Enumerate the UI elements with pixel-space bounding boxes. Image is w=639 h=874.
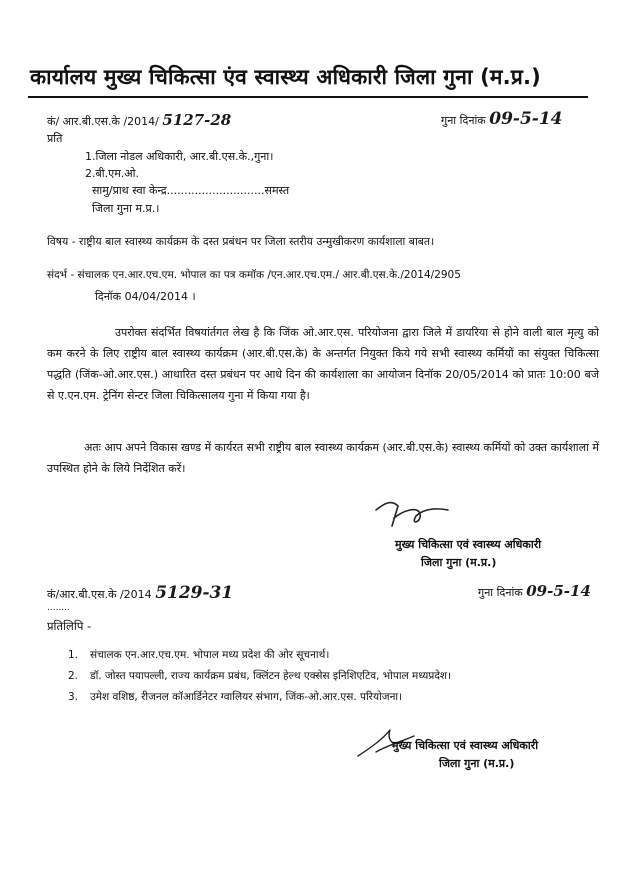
copy-date xyxy=(478,582,591,600)
reference-date: दिनॉक 04/04/2014 । xyxy=(95,290,196,303)
copy-ref-number: 5129-31 xyxy=(155,583,234,603)
copy-date-value: 09-5-14 xyxy=(526,582,591,600)
copy-list xyxy=(68,645,451,708)
office-title: कार्यालय मुख्य चिकित्सा एंव स्वास्थ्य अधिकारी जिला गुना (म.प्र.) xyxy=(30,65,541,89)
copy-label: प्रतिलिपि - xyxy=(47,619,92,633)
letter-date-label: गुना दिनांक xyxy=(441,114,486,127)
copy-date-label: गुना दिनांक xyxy=(478,586,523,599)
signatory-district: जिला गुना (म.प्र.) xyxy=(439,757,515,770)
title-underline xyxy=(28,96,588,98)
subject-line: विषय - राष्ट्रीय बाल स्वास्थ्य कार्यक्रम के दस्त प्रबंधन पर जिला स्तरीय उन्मुखीकरण कार्यशाला बाबत। xyxy=(47,235,435,248)
signatory-title: मुख्य चिकित्सा एवं स्वास्थ्य अधिकारी xyxy=(392,739,539,752)
recipient-line: सामु/प्राथ स्वा केन्द्र............................समस्त xyxy=(92,184,290,197)
recipient-line: 2.बी.एम.ओ. xyxy=(85,167,140,180)
copy-item: 2. डॉ. जोस्त पयापल्ली, राज्य कार्यक्रम प्रबंध, क्लिंटन हेल्थ एक्सेस इनिशिएटिव, भोपाल मध्यप्रदेश। xyxy=(68,670,452,682)
recipient-line: 1.जिला नोडल अधिकारी, आर.बी.एस.के.,गुना। xyxy=(85,150,274,163)
letter-ref xyxy=(47,111,231,129)
signature-mark xyxy=(372,496,452,530)
copy-item: 1. संचालक एन.आर.एच.एम. भोपाल मध्य प्रदेश की ओर सूचनार्थ। xyxy=(68,649,330,661)
dotted-separator: ........ xyxy=(47,603,70,613)
letter-ref-number: 5127-28 xyxy=(162,111,232,129)
copy-ref-prefix: कं/आर.बी.एस.के /2014 xyxy=(47,588,152,601)
letter-date-value: 09-5-14 xyxy=(489,109,563,129)
letter-ref-prefix: कं/ आर.बी.एस.के /2014/ xyxy=(47,115,159,128)
copy-item: 3. उमेश वशिष्ठ, रीजनल कॉआर्डिनेटर ग्वालियर संभाग, जिंक-ओ.आर.एस. परियोजना। xyxy=(68,691,403,703)
letter-date xyxy=(441,109,563,129)
copy-ref xyxy=(47,583,233,603)
reference-line: संदर्भ - संचालक एन.आर.एच.एम. भोपाल का पत्र कमॉक /एन.आर.एच.एम./ आर.बी.एस.के./2014/2905 xyxy=(47,269,461,281)
body-paragraph: उपरोक्त संदर्भित विषयांर्तगत लेख है कि जिंक ओ.आर.एस. परियोजना द्वारा जिले में डायरिया से होने वाली बाल मृत्यु को कम करने के लिए राष्ट्रीय बाल स्वास्थ्य कार्यक्रम (आर.बी.एस.के) के अन्तर्गत नियुक्त किये गये सभी स्वास्थ्य कर्मियों का संयुक्त चिकित्सा पद्धति (जिंक-ओ.आर.एस.) आधारित दस्त प्रबंधन पर आधे दिन की कार्यशाला का आयोजन दिनॉक 20/05/2014 को प्रातः 10:00 बजे से ए.एन.एम. ट्रेनिंग सेन्टर जिला चिकित्सालय गुना में किया गया है। xyxy=(47,326,599,402)
signatory-title: मुख्य चिकित्सा एवं स्वास्थ्य अधिकारी xyxy=(395,538,542,551)
recipient-label: प्रति xyxy=(47,132,63,145)
signatory-district: जिला गुना (म.प्र.) xyxy=(421,556,497,569)
body-paragraph: अतः आप अपने विकास खण्ड में कार्यरत सभी राष्ट्रीय बाल स्वास्थ्य कार्यक्रम (आर.बी.एस.के) स्वास्थ्य कर्मियों को उक्त कार्यशाला में उपस्थित होने के लिये निर्देशित करें। xyxy=(47,441,599,475)
recipient-line: जिला गुना म.प्र.। xyxy=(92,202,160,215)
